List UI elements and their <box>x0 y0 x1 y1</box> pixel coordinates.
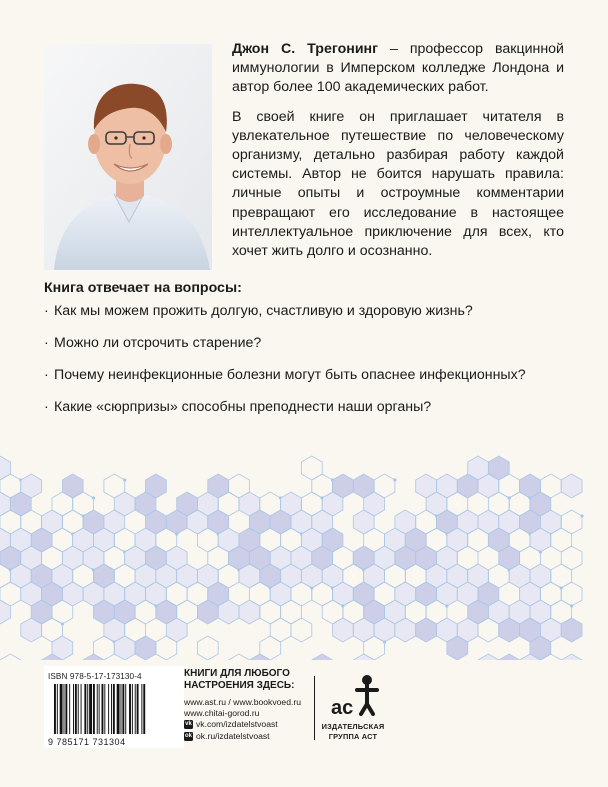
bullet-icon: · <box>44 399 49 415</box>
publisher-logo <box>327 674 383 722</box>
hexagon-cell <box>62 474 83 498</box>
hexagon-node <box>123 478 126 481</box>
barcode-bar <box>84 684 86 734</box>
barcode-bar <box>141 684 142 734</box>
barcode-bar <box>69 684 70 734</box>
barcode-bar <box>89 684 92 734</box>
barcode-bar <box>97 684 98 734</box>
questions-list <box>44 302 574 430</box>
barcode-bar <box>54 684 56 734</box>
author-photo <box>44 44 212 270</box>
barcode-bar <box>87 684 88 734</box>
hexagon-node <box>175 532 178 535</box>
book-description: В своей книге он приглашает читателя в увлекательное путешествие по человеческому организму, детально разбирая работу каждой системы. Автор не боится нарушать правила: личные опыты и остроумные комментарии превращают его исследование в настоящее интеллектуальное приключение для всех, кто хочет жить долго и осознанно. <box>232 108 564 260</box>
hexagon-cell <box>561 654 582 660</box>
hexagon-cell <box>561 618 582 642</box>
hexagon-cell <box>83 654 104 660</box>
hexagon-cell <box>561 546 582 570</box>
bullet-icon: · <box>44 335 49 351</box>
hexagon-node <box>570 604 573 607</box>
barcode-bar <box>135 684 136 734</box>
social-link-ok[interactable]: ok ok.ru/izdatelstvoast <box>184 731 270 741</box>
barcode-bar <box>57 684 58 734</box>
barcode-bar <box>60 684 63 734</box>
hexagon-cell <box>478 654 499 660</box>
barcode-bar <box>93 684 95 734</box>
hexagon-cell <box>198 636 219 660</box>
barcode-bar <box>75 684 77 734</box>
barcode-bar <box>121 684 122 734</box>
author-portrait-illustration <box>44 44 212 270</box>
hexagon-node <box>92 496 95 499</box>
hexagon-cell <box>0 456 10 480</box>
author-bio <box>232 40 564 98</box>
hexagon-cell <box>561 582 582 606</box>
hexagon-cell <box>0 600 10 624</box>
barcode-bar <box>113 684 115 734</box>
list-item: · Почему неинфекционные болезни могут быть опаснее инфекционных? <box>44 367 526 383</box>
hexagon-node <box>383 640 386 643</box>
ok-icon: ok <box>184 732 192 739</box>
barcode-bar <box>125 684 126 734</box>
hexagon-pattern-decoration <box>0 420 608 660</box>
publisher-logo-text: ac <box>331 697 354 719</box>
barcode-bar <box>65 684 67 734</box>
questions-heading: Книга отвечает на вопросы: <box>44 280 242 296</box>
hexagon-cell <box>239 600 260 624</box>
barcode-bar <box>137 684 139 734</box>
author-name: Джон С. Трегонинг <box>232 41 379 57</box>
hexagon-cell <box>551 564 572 588</box>
publisher-name: ИЗДАТЕЛЬСКАЯ ГРУППА АСТ <box>321 722 385 741</box>
hexagon-cell <box>135 636 156 660</box>
hexagon-cell <box>270 618 291 642</box>
barcode-bar <box>108 684 109 734</box>
hexagon-node <box>539 550 542 553</box>
barcode-bar <box>132 684 133 734</box>
barcode-number: 9 785171 731304 <box>48 737 126 747</box>
hexagon-cell <box>416 618 437 642</box>
barcode-bar <box>117 684 120 734</box>
bullet-icon: · <box>44 303 49 319</box>
hexagon-node <box>445 604 448 607</box>
hexagon-cell <box>561 474 582 498</box>
shop-link[interactable]: www.chitai-gorod.ru <box>184 708 260 718</box>
hexagon-cell <box>353 654 374 660</box>
hexagon-cell <box>0 492 10 516</box>
isbn-label: ISBN 978-5-17-173130-4 <box>48 672 142 681</box>
hexagon-cell <box>0 654 21 660</box>
list-item: · Можно ли отсрочить старение? <box>44 335 262 351</box>
bullet-icon: · <box>44 367 49 383</box>
hexagon-cell <box>229 654 250 660</box>
shop-link[interactable]: www.ast.ru / www.bookvoed.ru <box>184 697 302 707</box>
author-bio-text: – профессор вакцинной иммунологии в Имперском колледже Лондона и автор более 100 академических работ. <box>232 41 564 96</box>
hexagon-cell <box>291 618 312 642</box>
author-description <box>232 40 564 271</box>
hexagon-cell <box>499 654 520 660</box>
barcode-bar <box>81 684 82 734</box>
hexagon-node <box>393 478 396 481</box>
hexagon-cell <box>561 510 582 534</box>
hexagon-node <box>61 622 64 625</box>
hexagon-cell <box>249 654 270 660</box>
divider <box>314 676 315 740</box>
hexagon-cell <box>301 456 322 480</box>
barcode-bar <box>78 684 79 734</box>
hexagon-cell <box>312 654 333 660</box>
hexagon-node <box>580 514 583 517</box>
barcode-icon <box>52 684 180 736</box>
list-item: · Какие «сюрпризы» способны преподнести наши органы? <box>44 399 432 415</box>
barcode-bar <box>102 684 104 734</box>
social-link-vk[interactable]: vk vk.com/izdatelstvoast <box>185 719 278 729</box>
barcode-bar <box>99 684 100 734</box>
barcode-bar <box>111 684 112 734</box>
vk-icon: vk <box>185 720 192 727</box>
barcode-bar <box>129 684 131 734</box>
shops-heading: КНИГИ ДЛЯ ЛЮБОГО НАСТРОЕНИЯ ЗДЕСЬ: <box>184 668 295 691</box>
hexagon-cell <box>333 618 354 642</box>
barcode-bar <box>104 684 105 734</box>
barcode-bar <box>143 684 145 734</box>
barcode-bar <box>122 684 124 734</box>
list-item: · Как мы можем прожить долгую, счастливую и здоровую жизнь? <box>44 303 473 319</box>
barcode-bar <box>73 684 74 734</box>
barcode-bar <box>64 684 65 734</box>
